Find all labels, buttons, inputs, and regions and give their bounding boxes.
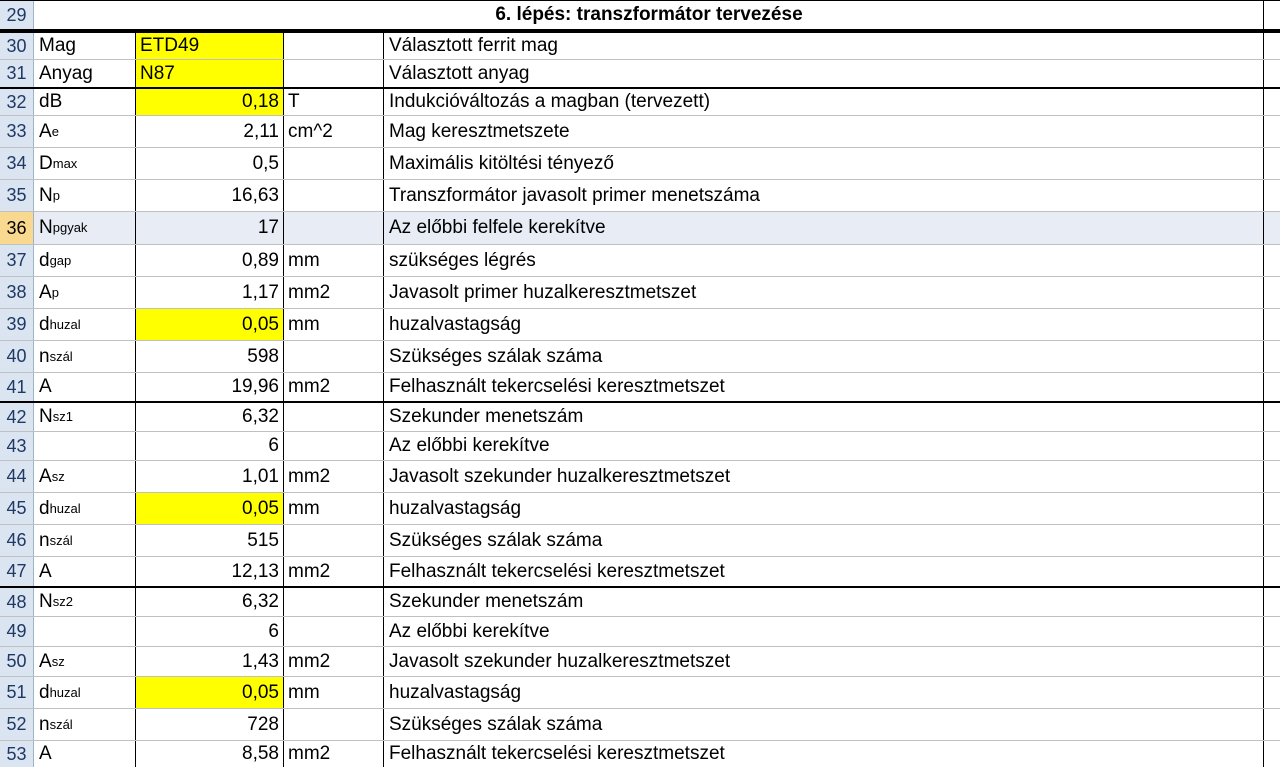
- unit-cell[interactable]: [284, 180, 384, 211]
- symbol-text: N: [39, 591, 53, 612]
- value-cell[interactable]: ETD49: [136, 33, 284, 59]
- title-row: [0, 0, 1280, 31]
- symbol-text: A: [39, 743, 52, 764]
- row-header[interactable]: 51: [0, 677, 34, 708]
- symbol-cell[interactable]: n szál: [35, 525, 136, 556]
- symbol-cell[interactable]: D max: [35, 148, 136, 179]
- row-header[interactable]: 45: [0, 493, 34, 524]
- symbol-text: d: [39, 497, 50, 519]
- description-cell[interactable]: Választott ferrit mag: [384, 33, 1264, 59]
- symbol-cell[interactable]: [35, 617, 136, 646]
- value-cell[interactable]: 0,05: [136, 677, 284, 708]
- unit-cell[interactable]: [284, 432, 384, 460]
- unit-cell[interactable]: cm^2: [284, 116, 384, 147]
- unit-cell[interactable]: mm2: [284, 647, 384, 676]
- symbol-text: Mag: [39, 35, 76, 56]
- row-header[interactable]: 43: [0, 432, 34, 460]
- table-row: [0, 147, 1280, 179]
- value-cell[interactable]: 17: [136, 212, 284, 244]
- value-cell[interactable]: 2,11: [136, 116, 284, 147]
- row-header[interactable]: 38: [0, 277, 34, 308]
- description-cell[interactable]: Javasolt szekunder huzalkeresztmetszet: [384, 647, 1264, 676]
- value-cell[interactable]: 0,05: [136, 309, 284, 340]
- table-row: [0, 115, 1280, 147]
- row-header[interactable]: 47: [0, 557, 34, 586]
- value-cell[interactable]: 0,18: [136, 89, 284, 115]
- symbol-cell[interactable]: [35, 557, 136, 586]
- symbol-cell[interactable]: [35, 60, 136, 87]
- symbol-text: A: [39, 650, 52, 672]
- unit-cell[interactable]: mm2: [284, 557, 384, 586]
- table-row: [0, 340, 1280, 372]
- description-cell[interactable]: Szükséges szálak száma: [384, 341, 1264, 372]
- description-cell[interactable]: Az előbbi kerekítve: [384, 432, 1264, 460]
- row-header[interactable]: 52: [0, 709, 34, 740]
- description-cell[interactable]: huzalvastagság: [384, 677, 1264, 708]
- symbol-text: d: [39, 681, 50, 703]
- unit-cell[interactable]: mm2: [284, 461, 384, 492]
- value-cell[interactable]: 598: [136, 341, 284, 372]
- table-row: [0, 401, 1280, 431]
- table-row: [0, 740, 1280, 767]
- row-header[interactable]: 32: [0, 89, 34, 115]
- symbol-cell[interactable]: N pgyak: [35, 212, 136, 244]
- description-cell[interactable]: Mag keresztmetszete: [384, 116, 1264, 147]
- row-header[interactable]: 31: [0, 60, 34, 87]
- unit-cell[interactable]: mm2: [284, 277, 384, 308]
- unit-cell[interactable]: [284, 709, 384, 740]
- unit-cell[interactable]: mm: [284, 493, 384, 524]
- unit-cell[interactable]: [284, 148, 384, 179]
- description-cell[interactable]: Indukcióváltozás a magban (tervezett): [384, 89, 1264, 115]
- description-cell[interactable]: szükséges légrés: [384, 245, 1264, 276]
- value-cell[interactable]: 8,58: [136, 741, 284, 767]
- description-cell[interactable]: Felhasznált tekercselési keresztmetszet: [384, 557, 1264, 586]
- unit-cell[interactable]: [284, 617, 384, 646]
- value-cell[interactable]: 728: [136, 709, 284, 740]
- symbol-cell[interactable]: d huzal: [35, 309, 136, 340]
- unit-cell[interactable]: mm: [284, 309, 384, 340]
- row-header[interactable]: 34: [0, 148, 34, 179]
- description-cell[interactable]: Felhasznált tekercselési keresztmetszet: [384, 741, 1264, 767]
- row-header[interactable]: 44: [0, 461, 34, 492]
- row-header[interactable]: 42: [0, 403, 34, 431]
- symbol-text: A: [39, 465, 52, 487]
- row-header[interactable]: 29: [0, 1, 34, 29]
- description-cell[interactable]: Transzformátor javasolt primer menetszáma: [384, 180, 1264, 211]
- unit-cell[interactable]: [284, 588, 384, 616]
- symbol-cell[interactable]: N sz2: [35, 588, 136, 616]
- table-row: [0, 431, 1280, 460]
- symbol-text: dB: [39, 91, 63, 112]
- table-row: [0, 276, 1280, 308]
- unit-cell[interactable]: mm: [284, 245, 384, 276]
- symbol-cell[interactable]: d huzal: [35, 493, 136, 524]
- table-row: [0, 211, 1280, 244]
- symbol-text: d: [39, 313, 50, 335]
- symbol-cell[interactable]: N sz1: [35, 403, 136, 431]
- row-header[interactable]: 49: [0, 617, 34, 646]
- table-row: [0, 308, 1280, 340]
- table-row: [0, 179, 1280, 211]
- table-row: [0, 492, 1280, 524]
- value-cell[interactable]: 16,63: [136, 180, 284, 211]
- description-cell[interactable]: Szükséges szálak száma: [384, 525, 1264, 556]
- table-row: [0, 460, 1280, 492]
- unit-cell[interactable]: [284, 33, 384, 59]
- symbol-cell[interactable]: A p: [35, 277, 136, 308]
- symbol-cell[interactable]: d gap: [35, 245, 136, 276]
- symbol-text: N: [39, 406, 53, 427]
- table-row: [0, 244, 1280, 276]
- table-row: [0, 59, 1280, 87]
- unit-cell[interactable]: [284, 341, 384, 372]
- table-row: [0, 676, 1280, 708]
- table-row: [0, 616, 1280, 646]
- row-header[interactable]: 41: [0, 373, 34, 401]
- symbol-text: n: [39, 345, 50, 367]
- unit-cell[interactable]: T: [284, 89, 384, 115]
- description-cell[interactable]: Felhasznált tekercselési keresztmetszet: [384, 373, 1264, 401]
- unit-cell[interactable]: mm2: [284, 741, 384, 767]
- unit-cell[interactable]: [284, 60, 384, 87]
- row-header[interactable]: 36: [0, 212, 34, 244]
- symbol-text: d: [39, 249, 50, 271]
- value-cell[interactable]: 0,89: [136, 245, 284, 276]
- row-header[interactable]: 33: [0, 116, 34, 147]
- description-cell[interactable]: Az előbbi kerekítve: [384, 617, 1264, 646]
- description-cell[interactable]: Javasolt primer huzalkeresztmetszet: [384, 277, 1264, 308]
- row-header[interactable]: 39: [0, 309, 34, 340]
- symbol-cell[interactable]: A e: [35, 116, 136, 147]
- table-row: [0, 87, 1280, 115]
- description-cell[interactable]: huzalvastagság: [384, 309, 1264, 340]
- table-row: [0, 646, 1280, 676]
- symbol-text: A: [39, 281, 52, 303]
- description-cell[interactable]: Javasolt szekunder huzalkeresztmetszet: [384, 461, 1264, 492]
- table-row: [0, 372, 1280, 401]
- unit-cell[interactable]: mm: [284, 677, 384, 708]
- symbol-cell[interactable]: A sz: [35, 647, 136, 676]
- value-cell[interactable]: 0,5: [136, 148, 284, 179]
- symbol-text: n: [39, 529, 50, 551]
- value-cell[interactable]: 6: [136, 432, 284, 460]
- value-cell[interactable]: 0,05: [136, 493, 284, 524]
- symbol-text: D: [39, 152, 53, 174]
- description-cell[interactable]: Maximális kitöltési tényező: [384, 148, 1264, 179]
- symbol-text: A: [39, 560, 52, 582]
- value-cell[interactable]: 19,96: [136, 373, 284, 401]
- row-header[interactable]: 40: [0, 341, 34, 372]
- table-row: [0, 586, 1280, 616]
- row-header[interactable]: 35: [0, 180, 34, 211]
- row-header[interactable]: 50: [0, 647, 34, 676]
- symbol-text: n: [39, 713, 50, 735]
- row-header[interactable]: 53: [0, 741, 34, 767]
- symbol-cell[interactable]: n szál: [35, 709, 136, 740]
- value-cell[interactable]: 515: [136, 525, 284, 556]
- description-cell[interactable]: Az előbbi felfele kerekítve: [384, 212, 1264, 244]
- value-cell[interactable]: 1,17: [136, 277, 284, 308]
- value-cell[interactable]: 1,43: [136, 647, 284, 676]
- symbol-text: N: [39, 184, 53, 206]
- description-cell[interactable]: huzalvastagság: [384, 493, 1264, 524]
- section-title-cell[interactable]: 6. lépés: transzformátor tervezése: [35, 1, 1264, 29]
- symbol-cell[interactable]: n szál: [35, 341, 136, 372]
- row-header[interactable]: 46: [0, 525, 34, 556]
- unit-cell[interactable]: mm2: [284, 373, 384, 401]
- symbol-cell[interactable]: N p: [35, 180, 136, 211]
- description-cell[interactable]: Szekunder menetszám: [384, 403, 1264, 431]
- symbol-text: Anyag: [39, 62, 93, 84]
- symbol-text: A: [39, 376, 52, 397]
- symbol-text: N: [39, 217, 53, 238]
- symbol-cell[interactable]: [35, 741, 136, 767]
- row-header[interactable]: 30: [0, 33, 34, 59]
- description-cell[interactable]: Szükséges szálak száma: [384, 709, 1264, 740]
- symbol-cell[interactable]: [35, 373, 136, 401]
- table-row: [0, 708, 1280, 740]
- description-cell[interactable]: Szekunder menetszám: [384, 588, 1264, 616]
- description-cell[interactable]: Választott anyag: [384, 60, 1264, 87]
- table-row: [0, 556, 1280, 586]
- table-row: [0, 524, 1280, 556]
- symbol-cell[interactable]: A sz: [35, 461, 136, 492]
- table-row: [0, 31, 1280, 59]
- symbol-cell[interactable]: d huzal: [35, 677, 136, 708]
- unit-cell[interactable]: [284, 212, 384, 244]
- symbol-cell[interactable]: [35, 432, 136, 460]
- value-cell[interactable]: N87: [136, 60, 284, 87]
- symbol-cell[interactable]: [35, 89, 136, 115]
- symbol-cell[interactable]: [35, 33, 136, 59]
- row-header[interactable]: 48: [0, 588, 34, 616]
- value-cell[interactable]: 6,32: [136, 403, 284, 431]
- value-cell[interactable]: 6: [136, 617, 284, 646]
- symbol-text: A: [39, 120, 52, 142]
- unit-cell[interactable]: [284, 525, 384, 556]
- row-header[interactable]: 37: [0, 245, 34, 276]
- value-cell[interactable]: 6,32: [136, 588, 284, 616]
- value-cell[interactable]: 1,01: [136, 461, 284, 492]
- unit-cell[interactable]: [284, 403, 384, 431]
- value-cell[interactable]: 12,13: [136, 557, 284, 586]
